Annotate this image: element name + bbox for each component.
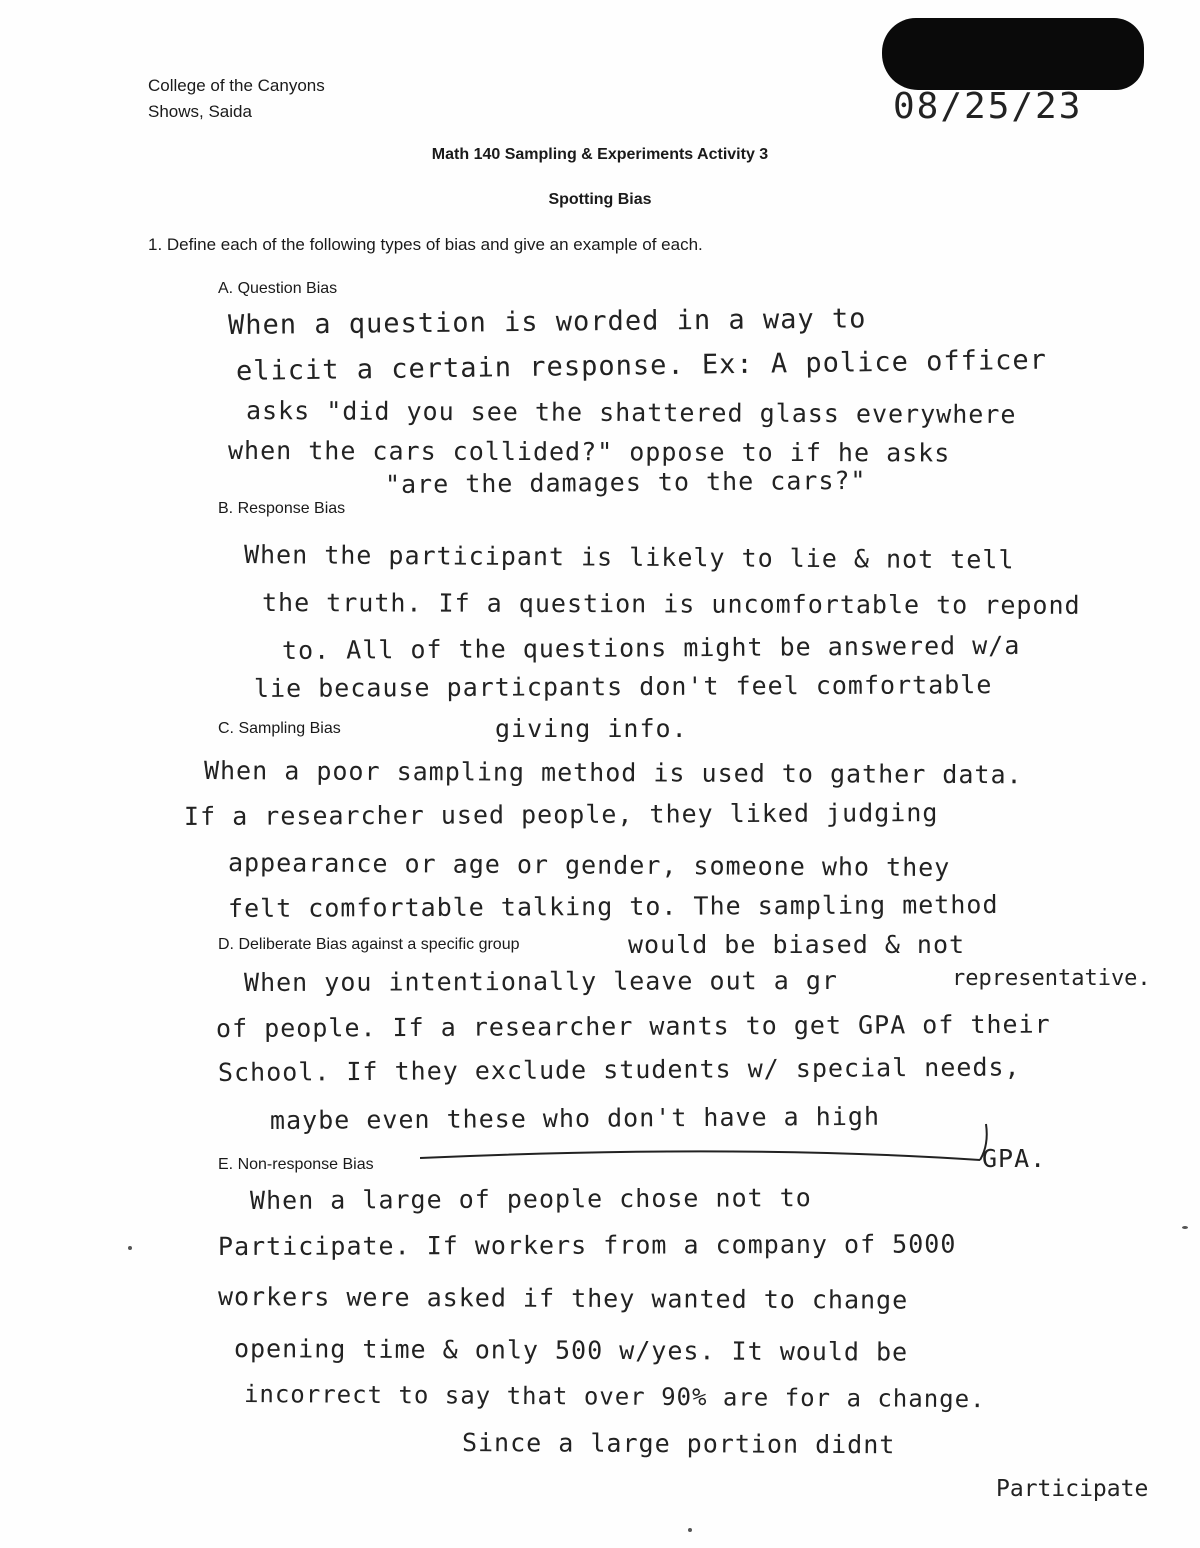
answer-line: Participate. If workers from a company of 5000	[217, 1229, 957, 1261]
answer-line: would be biased & not	[628, 930, 966, 959]
answer-line: asks "did you see the shattered glass everywhere	[245, 396, 1017, 430]
answer-line: GPA.	[982, 1144, 1047, 1173]
scan-speck	[128, 1246, 132, 1250]
scan-speck	[688, 1528, 692, 1532]
answer-line: School. If they exclude students w/ special needs,	[217, 1052, 1021, 1087]
answer-line: representative.	[952, 966, 1151, 991]
answer-line: the truth. If a question is uncomfortable to repond	[261, 588, 1081, 620]
answer-line: workers were asked if they wanted to change	[217, 1282, 909, 1315]
institution-name: College of the Canyons	[148, 76, 325, 95]
answer-line: Participate	[996, 1476, 1149, 1502]
answer-line: If a researcher used people, they liked judging	[183, 798, 939, 831]
answer-line: When a poor sampling method is used to gather data.	[203, 756, 1023, 790]
answer-line: When you intentionally leave out a gr	[243, 965, 838, 997]
answer-line: incorrect to say that over 90% are for a change.	[243, 1380, 986, 1414]
answer-line: When a question is worded in a way to	[227, 303, 867, 341]
section-label-non-response-bias: E. Non-response Bias	[218, 1156, 374, 1173]
section-label-sampling-bias: C. Sampling Bias	[218, 720, 341, 737]
answer-line: When a large of people chose not to	[249, 1183, 812, 1215]
answer-line: appearance or age or gender, someone who they	[227, 848, 951, 883]
scan-speck	[1182, 1226, 1188, 1229]
worksheet-subtitle: Spotting Bias	[548, 191, 652, 208]
worksheet-title: Math 140 Sampling & Experiments Activity 3	[431, 146, 769, 163]
answer-line: to. All of the questions might be answered w/a	[281, 630, 1021, 665]
section-label-response-bias: B. Response Bias	[218, 500, 346, 517]
answer-line: Since a large portion didnt	[461, 1428, 896, 1460]
answer-line: of people. If a researcher wants to get GPA of their	[215, 1009, 1051, 1043]
answer-line: opening time & only 500 w/yes. It would be	[233, 1334, 909, 1367]
student-name: Shows, Saida	[148, 102, 252, 121]
answer-line: giving info.	[495, 714, 688, 743]
answer-line: When the participant is likely to lie & not tell	[243, 540, 1015, 575]
section-label-question-bias: A. Question Bias	[218, 280, 338, 297]
question-prompt: 1. Define each of the following types of bias and give an example of each.	[148, 235, 703, 254]
answer-line: "are the damages to the cars?"	[384, 465, 867, 499]
handwritten-underline	[420, 1120, 990, 1180]
answer-line: when the cars collided?" oppose to if he asks	[227, 436, 951, 468]
answer-line: elicit a certain response. Ex: A police officer	[235, 344, 1048, 387]
section-label-deliberate-bias: D. Deliberate Bias against a specific group	[218, 936, 520, 953]
handwritten-date: 08/25/23	[893, 86, 1083, 127]
redaction-mark	[882, 18, 1144, 90]
answer-line: lie because particpants don't feel comfortable	[253, 670, 993, 703]
answer-line: felt comfortable talking to. The sampling method	[227, 889, 999, 923]
answer-line: maybe even these who don't have a high	[269, 1101, 881, 1135]
